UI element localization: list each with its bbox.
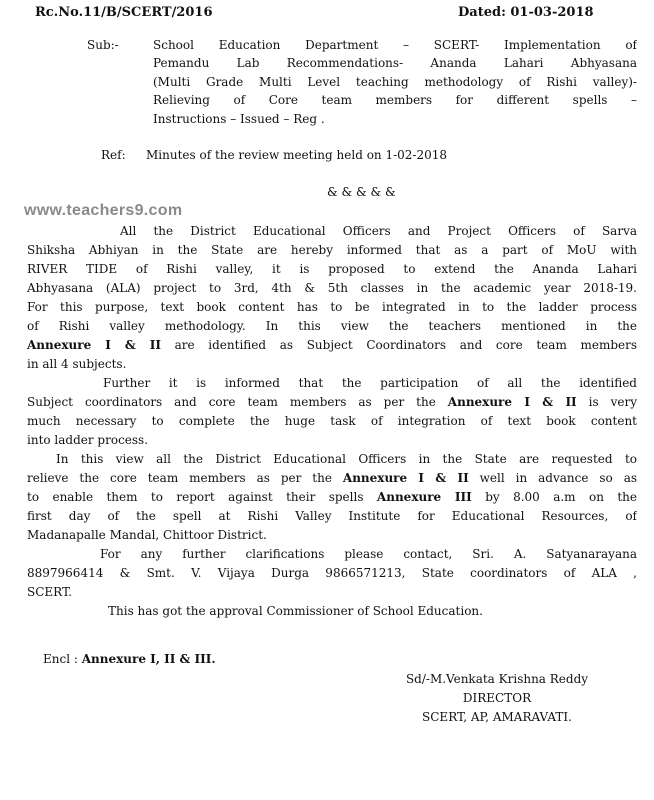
body-line: of Rishi valley methodology. In this view the teachers mentioned in the [27,319,637,333]
text: is very [576,395,637,409]
body-line: first day of the spell at Rishi Valley Institute for Educational Resources, of [27,509,637,523]
enclosure-label: Encl : [43,652,82,666]
text: Subject coordinators and core team members as per the [27,395,448,409]
annexure-ref: Annexure I & II [342,471,469,485]
subject-line: Relieving of Core team members for different spells – [153,93,637,107]
body-line: For any further clarifications please contact, Sri. A. Satyanarayana [100,547,637,561]
body-line: Abhyasana (ALA) project to 3rd, 4th & 5th classes in the academic year 2018-19. [27,281,637,295]
approval-line: This has got the approval Commissioner of School Education. [108,604,483,618]
body-line: into ladder process. [27,433,149,447]
body-line [27,336,637,354]
body-line: much necessary to complete the huge task of integration of text book content [27,414,637,428]
subject-line: (Multi Grade Multi Level teaching methodology of Rishi valley)- [153,75,637,89]
body-line: Shiksha Abhiyan in the State are hereby informed that as a part of MoU with [27,243,637,257]
reference-number: Rc.No.11/B/SCERT/2016 [35,5,213,20]
body-line: Madanapalle Mandal, Chittoor District. [27,528,267,542]
signatory-title: DIRECTOR [462,691,532,705]
body-line: In this view all the District Educational Officers in the State are requested to [56,452,637,466]
body-line: All the District Educational Officers and Project Officers of Sarva [120,224,637,238]
enclosure-value: Annexure I, II & III. [81,652,216,666]
body-line: 8897966414 & Smt. V. Vijaya Durga 9866571213, State coordinators of ALA , [27,566,637,580]
body-line [27,469,637,487]
body-line: For this purpose, text book content has to be integrated in to the ladder process [27,300,637,314]
signatory-office: SCERT, AP, AMARAVATI. [422,710,572,724]
date: Dated: 01-03-2018 [458,5,594,20]
subject-label: Sub:- [87,38,119,52]
body-line: RIVER TIDE of Rishi valley, it is proposed to extend the Ananda Lahari [27,262,637,276]
body-line: SCERT. [27,585,73,599]
annexure-ref: Annexure III [376,490,472,504]
watermark: www.teachers9.com [24,202,183,219]
reference-label: Ref: [101,148,126,162]
annexure-ref: Annexure I & II [27,338,161,352]
body-line [27,393,637,411]
text: relieve the core team members as per the [27,471,343,485]
signatory-name: Sd/-M.Venkata Krishna Reddy [405,672,589,686]
enclosure [43,650,216,668]
body-line [27,488,637,506]
text: are identified as Subject Coordinators and core team members [160,338,637,352]
body-line: Further it is informed that the participation of all the identified [103,376,637,390]
text: by 8.00 a.m on the [471,490,637,504]
subject-line: Pemandu Lab Recommendations- Ananda Lahari Abhyasana [153,56,637,70]
subject-line: Instructions – Issued – Reg . [153,112,325,126]
reference-text: Minutes of the review meeting held on 1-02-2018 [146,148,448,162]
separator: & & & & & [327,185,396,199]
text: to enable them to report against their spells [27,490,377,504]
text: well in advance so as [468,471,637,485]
annexure-ref: Annexure I & II [447,395,577,409]
subject-line: School Education Department – SCERT- Implementation of [153,38,637,52]
body-line: in all 4 subjects. [27,357,127,371]
